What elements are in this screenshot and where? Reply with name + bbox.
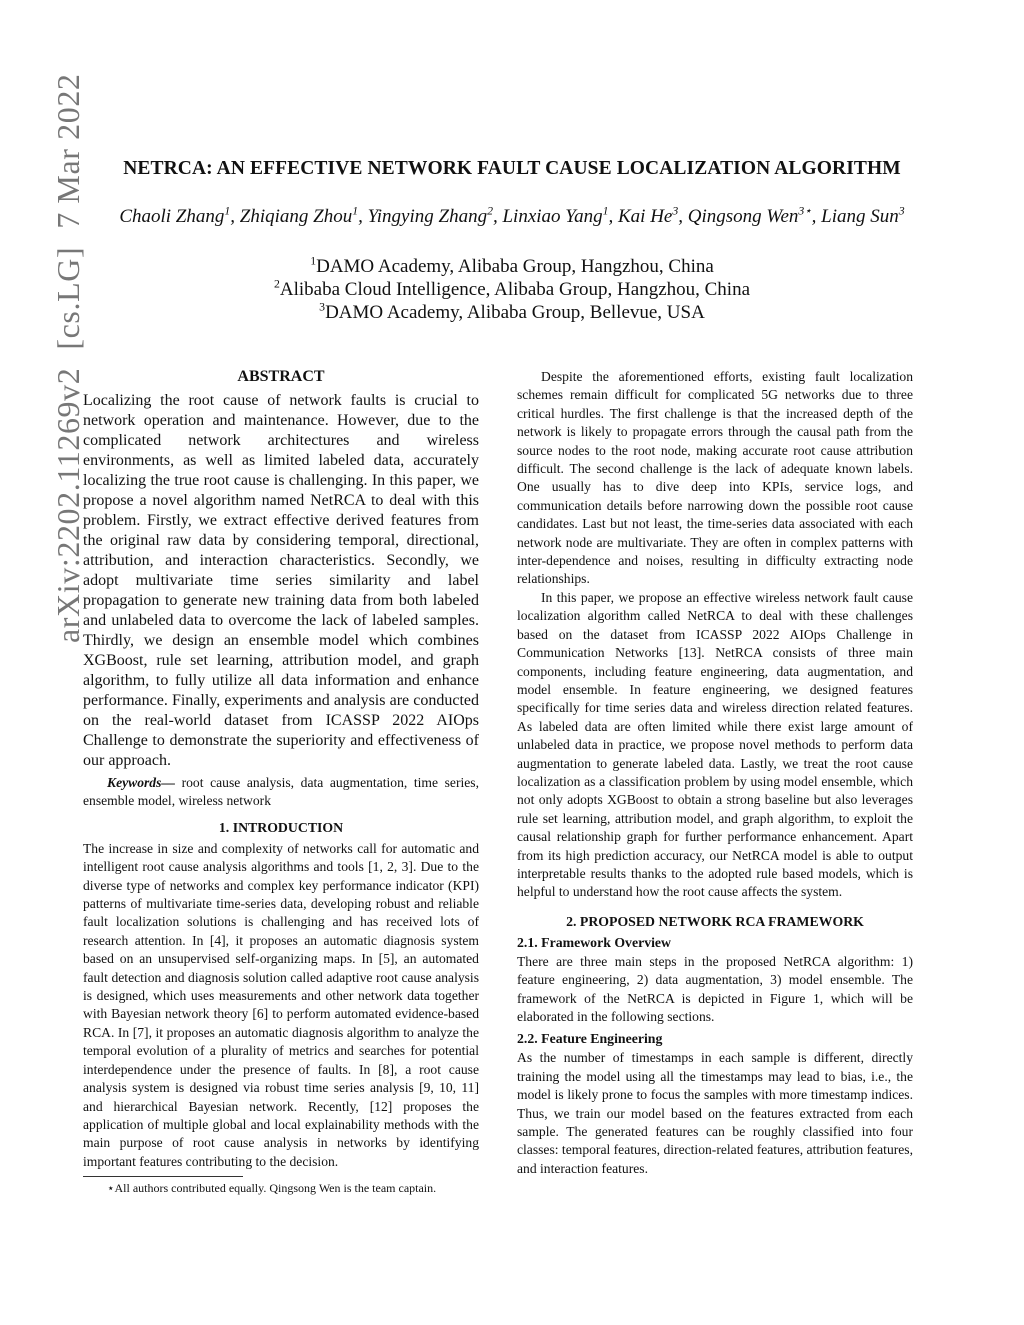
text-run: The increase in size and complexity of networks call for automatic and intelligent root cause analysis algorithms and tools	[83, 840, 479, 875]
citation-link[interactable]: [5]	[378, 951, 395, 967]
citation-link[interactable]: [4]	[209, 932, 226, 948]
paragraph-contributions	[517, 589, 913, 902]
text-run: . NetRCA consists of three main components, including feature engineering, data augmentation, and model ensemble. In feature engineering, we designed features specifically for time series data and wireless direction related features. As labeled data are often limited while there exist large amount of unlabeled data in practice, we propose novel methods to perform data augmentation to generate labeled data. Lastly, we treat the root cause localization as a classification problem by using model ensemble, which not only adopts XGBoost to obtain a strong baseline but also leverages rule set learning, attribution model, and graph algorithm, to exploit the causal relationship graph for further performance enhancement. Apart from its high prediction accuracy, our NetRCA model is able to output interpretable results thanks to the adopted rule based models, which is helpful to understand how the root cause affects the system.	[517, 645, 913, 900]
left-column	[83, 368, 479, 1171]
footnote	[83, 1176, 479, 1196]
text-run: , it proposes an automatic diagnosis algorithm to analyze the temporal evolution of a plurality of metrics and searches for potential interdependence under the presence of faults. In	[83, 1024, 479, 1077]
introduction-text	[83, 840, 479, 1171]
citation-link[interactable]: [7]	[132, 1024, 149, 1040]
author-name: Kai He	[618, 206, 673, 227]
keywords-label: Keywords—	[107, 775, 175, 790]
paper-title: NETRCA: AN EFFECTIVE NETWORK FAULT CAUSE LOCALIZATION ALGORITHM	[123, 158, 901, 179]
keywords-text: root cause analysis, data augmentation, time series, ensemble model, wireless network	[83, 775, 479, 809]
affiliation	[0, 256, 1024, 278]
author-name: Chaoli Zhang	[119, 206, 225, 227]
citation-link[interactable]: [6]	[252, 1006, 269, 1022]
text-run: to perform automated evidence-based RCA. In	[83, 1006, 479, 1040]
author-name: Yingying Zhang	[367, 206, 488, 227]
affiliation-mark: 3	[319, 300, 326, 314]
author-name: Liang Sun	[821, 206, 899, 227]
citation-link[interactable]: [9, 10, 11]	[419, 1080, 479, 1096]
arxiv-category: [cs.LG]	[50, 246, 86, 350]
keywords	[83, 774, 479, 811]
text-run: There are three main steps in the proposed NetRCA algorithm: 1) feature engineering, 2) data augmentation, 3) model ensemble. The framework of the NetRCA is depicted in Figure	[517, 953, 913, 1006]
citation-link[interactable]: [1, 2, 3]	[368, 859, 413, 875]
text-run: . Due to the diverse type of networks and complex key performance indicator (KPI) patterns of multivariate time-series data, developing robust and reliable fault localization solutions is challenging and has received lots of research attention. In	[83, 859, 479, 948]
citation-link[interactable]: [13]	[678, 645, 702, 661]
paragraph-feature-engineering: As the number of timestamps in each sample is different, directly training the model using all the timestamps may lead to bias, i.e., the model is likely prone to focus the samples with more timestamp indices. Thus, we train our model based on the features extracted from each sample. The generated features can be roughly classified into four classes: temporal features, direction-related features, attribution features, and interaction features.	[517, 1050, 913, 1176]
author-affiliation-mark: 3	[672, 204, 679, 218]
subsection-heading-feature-engineering: 2.2. Feature Engineering	[517, 1031, 663, 1047]
citation-link[interactable]: [12]	[369, 1098, 393, 1114]
arxiv-date: 7 Mar 2022	[50, 73, 86, 229]
paragraph-challenges: Despite the aforementioned efforts, existing fault localization schemes remain difficult for complicated 5G networks due to three critical hurdles. The first challenge is that the increased depth of the network is likely to propagate errors through the causal path from the source nodes to the root node, making accurate root cause attribution difficult. The second challenge is the lack of adequate known labels. One usually has to dive deep into KPIs, service logs, and communication details before narrowing down the possible root cause candidates. Last but not least, the time-series data associated with each network node are multivariate. They are often in complex patterns with inter-dependence and noises, resulting in difficulty extracting node relationships.	[517, 369, 913, 587]
text-run: , an automated fault detection and diagnosis solution called adaptive root cause analysis is designed, which uses measurements and other network data together with Bayesian network theory	[83, 951, 479, 1022]
author-affiliation-mark: 3⋆	[798, 204, 812, 218]
abstract-text: Localizing the root cause of network faults is crucial to network operation and maintenance. However, due to the complicated network architectures and wireless environments, as well as limited labeled data, accurately localizing the true root cause is challenging. In this paper, we propose a novel algorithm named NetRCA to deal with this problem. Firstly, we extract effective derived features from the original raw data by considering temporal, directional, attribution, and interaction characteristics. Secondly, we adopt multivariate time series similarity and label propagation to generate new training data from both labeled and unlabeled data to overcome the lack of labeled samples. Thirdly, we design an ensemble model which combines XGBoost, rule set learning, attribution model, and graph algorithm, to fully utilize all data information and enhance performance. Finally, experiments and analysis are conducted on the real-world dataset from ICASSP 2022 AIOps Challenge to demonstrate the superiority and effectiveness of our approach.	[83, 392, 479, 769]
footnote-rule	[83, 1176, 243, 1177]
author-list: Chaoli Zhang$^1$, Zhiqiang Zhou$^1$, Yingying Zhang$^2$, Linxiao Yang$^1$, Kai He$^3$, Qingsong Wen$^{3⋆}$, Liang Sun$^3$	[119, 204, 905, 227]
arxiv-id: arXiv:2202.11269v2	[50, 367, 86, 643]
section-heading-framework: 2. PROPOSED NETWORK RCA FRAMEWORK	[566, 913, 864, 929]
author-affiliation-mark: 1	[602, 204, 609, 218]
text-run: , which will be elaborated in the following sections.	[517, 990, 913, 1024]
author-affiliation-mark: 3	[898, 204, 905, 218]
affiliation-mark: 2	[273, 277, 280, 291]
text-run: proposes the application of multiple global and local explainability methods with the main purpose of root cause analysis in networks by identifying important features contributing to the decision.	[83, 1098, 480, 1169]
right-column	[517, 368, 913, 1178]
footnote-text: ⋆All authors contributed equally. Qingsong Wen is the team captain.	[107, 1181, 437, 1195]
author-name: Linxiao Yang	[502, 206, 603, 227]
author-name: Zhiqiang Zhou	[239, 206, 353, 227]
affiliation-text: DAMO Academy, Alibaba Group, Bellevue, USA	[325, 302, 705, 323]
text-run: In this paper, we propose an effective wireless network fault cause localization algorithm called NetRCA to deal with these challenges based on the dataset from ICASSP 2022 AIOps Challenge in Communication Networks	[517, 589, 913, 661]
author-affiliation-mark: 1	[224, 204, 231, 218]
author-name: Qingsong Wen	[687, 206, 799, 227]
author-affiliation-mark: 2	[487, 204, 493, 218]
affiliation-text: Alibaba Cloud Intelligence, Alibaba Group, Hangzhou, China	[279, 279, 751, 300]
affiliation	[0, 279, 1024, 301]
abstract-heading: ABSTRACT	[237, 368, 325, 385]
text-run: , it proposes an automatic diagnosis system based on an unsupervised self-organizing maps. In	[83, 932, 479, 967]
citation-link[interactable]: [8]	[378, 1061, 395, 1077]
affiliation-mark: 1	[310, 254, 317, 268]
affiliation	[0, 302, 1024, 324]
subsection-heading-overview: 2.1. Framework Overview	[517, 934, 672, 950]
arxiv-stamp	[50, 55, 87, 643]
section-heading-introduction: 1. INTRODUCTION	[218, 819, 344, 835]
text-run: and hierarchical Bayesian network. Recently,	[83, 1098, 370, 1114]
paragraph-overview	[517, 953, 913, 1027]
text-run: , a root cause analysis system is designed via robust time series analysis	[83, 1061, 479, 1096]
affiliation-text: DAMO Academy, Alibaba Group, Hangzhou, China	[316, 256, 714, 277]
author-affiliation-mark: 1	[352, 204, 359, 218]
figure-link[interactable]: 1	[812, 990, 820, 1006]
